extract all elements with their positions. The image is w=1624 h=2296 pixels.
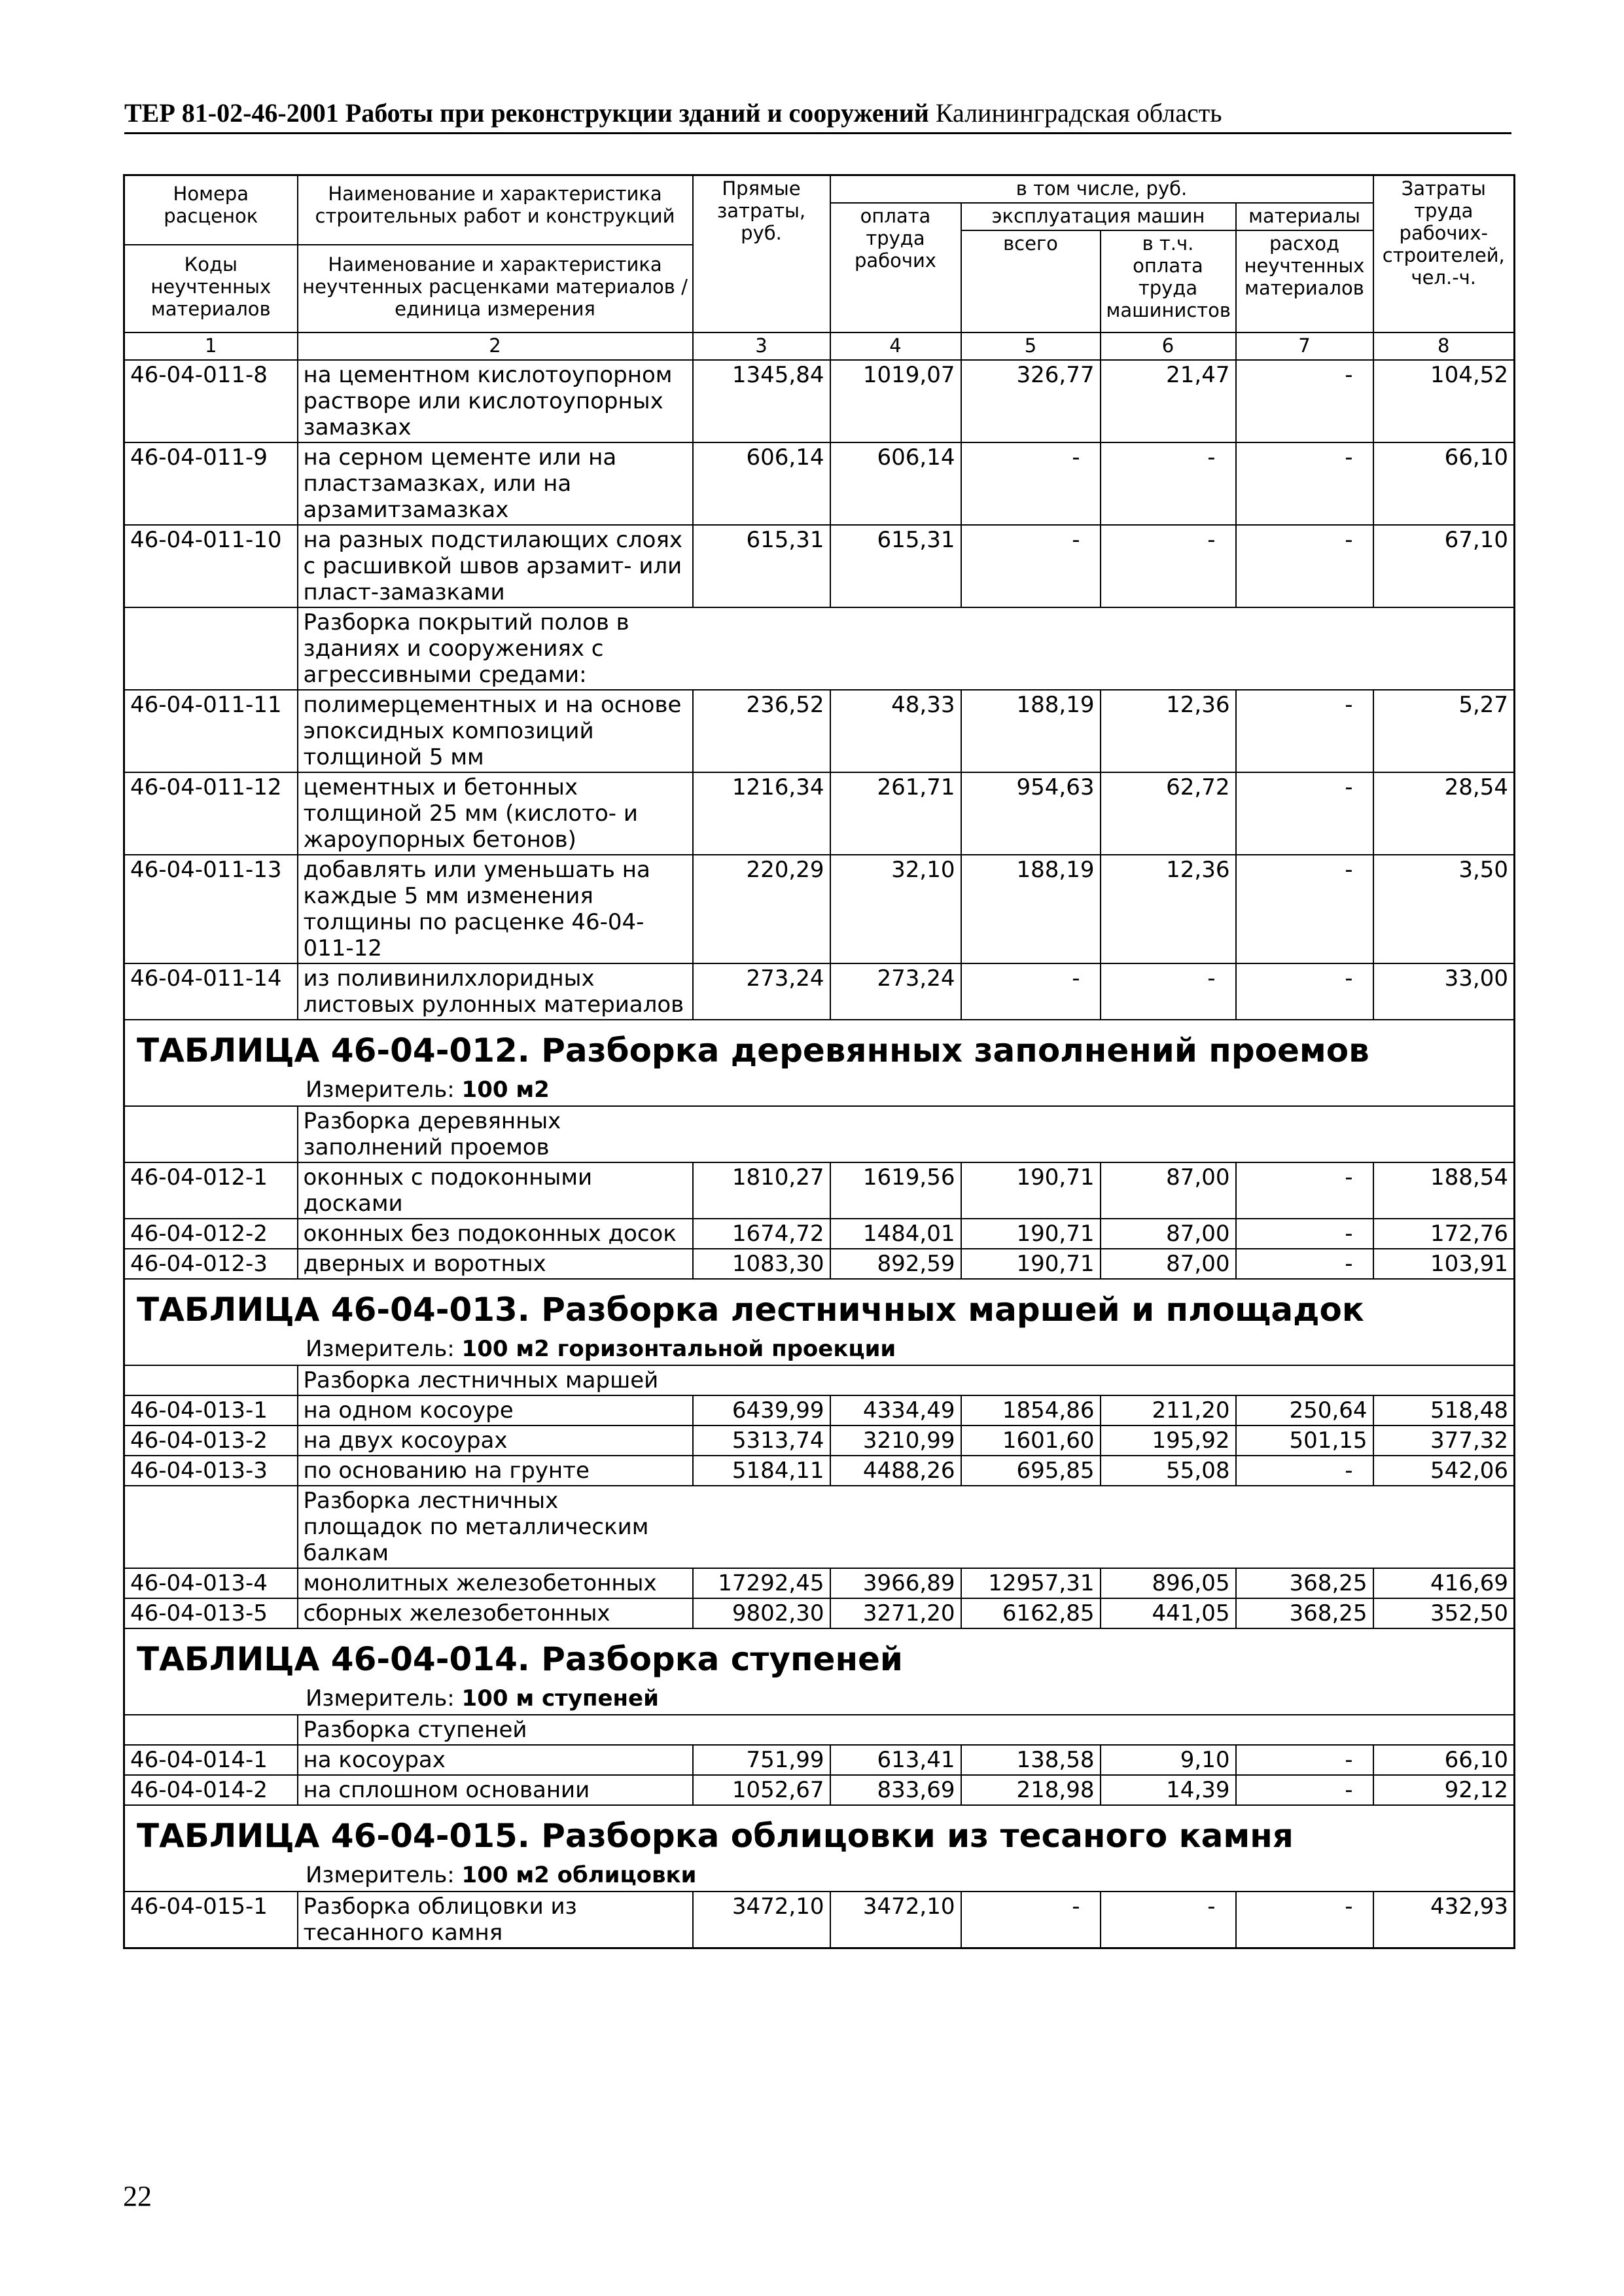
column-number: 5 — [961, 332, 1101, 360]
value-cell: 3271,20 — [830, 1598, 961, 1628]
value-cell: - — [1236, 1892, 1373, 1948]
value-cell: 1854,86 — [961, 1395, 1101, 1426]
section-row — [124, 1486, 1515, 1568]
colhead-c5: всего — [961, 230, 1101, 332]
value-cell: 1810,27 — [693, 1162, 830, 1219]
value-cell: 188,19 — [961, 690, 1101, 772]
section-spacer — [124, 1106, 298, 1162]
section-heading: Разборка лестничных маршей — [298, 1365, 1515, 1395]
value-cell: 87,00 — [1101, 1249, 1236, 1279]
value-cell: 220,29 — [693, 855, 830, 963]
value-cell: 6439,99 — [693, 1395, 830, 1426]
value-cell: - — [1236, 1775, 1373, 1805]
value-cell: 87,00 — [1101, 1162, 1236, 1219]
table-title: ТАБЛИЦА 46-04-012. Разборка деревянных заполнений проемов — [137, 1031, 1369, 1069]
table-row — [124, 690, 1515, 772]
table-title-cell — [124, 1805, 1515, 1892]
value-cell: 3,50 — [1373, 855, 1515, 963]
value-cell: 12,36 — [1101, 855, 1236, 963]
value-cell: - — [1236, 525, 1373, 607]
value-cell: 326,77 — [961, 360, 1101, 442]
table-row — [124, 963, 1515, 1020]
rate-code: 46-04-011-8 — [124, 360, 298, 442]
work-name: оконных без подоконных досок — [298, 1219, 693, 1249]
work-name: на разных подстилающих слоях с расшивкой швов арзамит- или пласт-замазками — [298, 525, 693, 607]
value-cell: 14,39 — [1101, 1775, 1236, 1805]
rate-code: 46-04-011-10 — [124, 525, 298, 607]
value-cell: 3472,10 — [830, 1892, 961, 1948]
value-cell: 66,10 — [1373, 442, 1515, 525]
value-cell: 9802,30 — [693, 1598, 830, 1628]
header-row-1 — [124, 175, 1515, 204]
table-row — [124, 1426, 1515, 1456]
work-name: добавлять или уменьшать на каждые 5 мм изменения толщины по расценке 46-04-011-12 — [298, 855, 693, 963]
value-cell: 172,76 — [1373, 1219, 1515, 1249]
table-row — [124, 442, 1515, 525]
column-number: 2 — [298, 332, 693, 360]
section-spacer — [124, 607, 298, 690]
value-cell: 954,63 — [961, 772, 1101, 855]
rate-code: 46-04-011-9 — [124, 442, 298, 525]
table-title: ТАБЛИЦА 46-04-015. Разборка облицовки из тесаного камня — [137, 1817, 1294, 1855]
header-code: ТЕР 81-02-46-2001 — [124, 98, 339, 128]
section-row — [124, 1106, 1515, 1162]
value-cell: 67,10 — [1373, 525, 1515, 607]
table-title-cell — [124, 1020, 1515, 1106]
value-cell: - — [1101, 442, 1236, 525]
measure-value: 100 м2 облицовки — [461, 1862, 697, 1888]
value-cell: 261,71 — [830, 772, 961, 855]
value-cell: 218,98 — [961, 1775, 1101, 1805]
value-cell: 896,05 — [1101, 1568, 1236, 1598]
value-cell: 188,54 — [1373, 1162, 1515, 1219]
table-row — [124, 1568, 1515, 1598]
rate-code: 46-04-011-12 — [124, 772, 298, 855]
value-cell: - — [961, 1892, 1101, 1948]
value-cell: 1619,56 — [830, 1162, 961, 1219]
rate-code: 46-04-014-1 — [124, 1745, 298, 1775]
colhead-incl: в том числе, руб. — [830, 175, 1373, 204]
table-title-cell — [124, 1628, 1515, 1715]
table-row — [124, 525, 1515, 607]
value-cell: 195,92 — [1101, 1426, 1236, 1456]
colhead-c8: Затраты труда рабочих-строителей, чел.-ч. — [1373, 175, 1515, 333]
colhead-c2b: Наименование и характеристика неучтенных расценками материалов / единица измерения — [302, 253, 688, 320]
rate-code: 46-04-013-3 — [124, 1456, 298, 1486]
value-cell: 606,14 — [830, 442, 961, 525]
value-cell: - — [1101, 963, 1236, 1020]
section-heading: Разборка ступеней — [298, 1715, 1515, 1745]
rate-code: 46-04-013-2 — [124, 1426, 298, 1456]
work-name: на серном цементе или на пластзамазках, или на арзамитзамазках — [298, 442, 693, 525]
value-cell: 1484,01 — [830, 1219, 961, 1249]
running-header — [124, 97, 1511, 134]
value-cell: - — [1236, 963, 1373, 1020]
value-cell: 66,10 — [1373, 1745, 1515, 1775]
table-title-row — [124, 1805, 1515, 1892]
value-cell: 4488,26 — [830, 1456, 961, 1486]
table-row — [124, 1456, 1515, 1486]
column-number: 4 — [830, 332, 961, 360]
rate-code: 46-04-013-4 — [124, 1568, 298, 1598]
value-cell: 9,10 — [1101, 1745, 1236, 1775]
table-row — [124, 1249, 1515, 1279]
value-cell: 211,20 — [1101, 1395, 1236, 1426]
value-cell: 352,50 — [1373, 1598, 1515, 1628]
colhead-c3: Прямые затраты, руб. — [693, 175, 830, 333]
measure-value: 100 м ступеней — [461, 1685, 659, 1712]
work-name: монолитных железобетонных — [298, 1568, 693, 1598]
value-cell: 501,15 — [1236, 1426, 1373, 1456]
value-cell: 104,52 — [1373, 360, 1515, 442]
value-cell: - — [1236, 1219, 1373, 1249]
colhead-machines: эксплуатация машин — [961, 203, 1236, 230]
value-cell: 12957,31 — [961, 1568, 1101, 1598]
table-title: ТАБЛИЦА 46-04-013. Разборка лестничных маршей и площадок — [137, 1291, 1364, 1329]
rate-code: 46-04-014-2 — [124, 1775, 298, 1805]
rate-code: 46-04-013-1 — [124, 1395, 298, 1426]
rates-table — [123, 174, 1515, 1949]
value-cell: 3966,89 — [830, 1568, 961, 1598]
work-name: сборных железобетонных — [298, 1598, 693, 1628]
value-cell: 188,19 — [961, 855, 1101, 963]
value-cell: 190,71 — [961, 1219, 1101, 1249]
work-name: на двух косоурах — [298, 1426, 693, 1456]
column-number: 6 — [1101, 332, 1236, 360]
measure-label: Измеритель: — [306, 1685, 455, 1712]
value-cell: 1052,67 — [693, 1775, 830, 1805]
table-title-row — [124, 1628, 1515, 1715]
value-cell: 138,58 — [961, 1745, 1101, 1775]
section-spacer — [124, 1715, 298, 1745]
measure-value: 100 м2 горизонтальной проекции — [461, 1336, 896, 1362]
value-cell: 416,69 — [1373, 1568, 1515, 1598]
value-cell: 273,24 — [830, 963, 961, 1020]
work-name: Разборка облицовки из тесанного камня — [298, 1892, 693, 1948]
column-number: 1 — [124, 332, 298, 360]
column-number: 7 — [1236, 332, 1373, 360]
table-title-cell — [124, 1279, 1515, 1365]
work-name: на сплошном основании — [298, 1775, 693, 1805]
work-name: на одном косоуре — [298, 1395, 693, 1426]
value-cell: 432,93 — [1373, 1892, 1515, 1948]
value-cell: 32,10 — [830, 855, 961, 963]
colhead-c6: в т.ч. оплата труда машинистов — [1101, 230, 1236, 332]
section-spacer — [124, 1486, 298, 1568]
rate-code: 46-04-011-13 — [124, 855, 298, 963]
value-cell: 236,52 — [693, 690, 830, 772]
rate-code: 46-04-015-1 — [124, 1892, 298, 1948]
table-row — [124, 1219, 1515, 1249]
colhead-c2a: Наименование и характеристика строительных работ и конструкций — [298, 176, 692, 245]
value-cell: 92,12 — [1373, 1775, 1515, 1805]
value-cell: - — [1236, 442, 1373, 525]
measure-unit — [125, 1859, 1513, 1891]
value-cell: - — [1101, 525, 1236, 607]
value-cell: 1601,60 — [961, 1426, 1101, 1456]
value-cell: 33,00 — [1373, 963, 1515, 1020]
section-spacer — [124, 1365, 298, 1395]
value-cell: 1345,84 — [693, 360, 830, 442]
measure-unit — [125, 1074, 1513, 1105]
colhead-names — [298, 175, 693, 333]
colhead-materials: материалы — [1236, 203, 1373, 230]
table-row — [124, 855, 1515, 963]
value-cell: - — [961, 963, 1101, 1020]
colhead-codes — [124, 175, 298, 333]
table-row — [124, 1892, 1515, 1948]
value-cell: 368,25 — [1236, 1598, 1373, 1628]
work-name: оконных с подоконными досками — [298, 1162, 693, 1219]
value-cell: 3210,99 — [830, 1426, 961, 1456]
value-cell: 12,36 — [1101, 690, 1236, 772]
work-name: по основанию на грунте — [298, 1456, 693, 1486]
value-cell: 190,71 — [961, 1249, 1101, 1279]
measure-value: 100 м2 — [461, 1077, 550, 1103]
value-cell: 87,00 — [1101, 1219, 1236, 1249]
rate-code: 46-04-011-14 — [124, 963, 298, 1020]
value-cell: 62,72 — [1101, 772, 1236, 855]
table-row — [124, 1775, 1515, 1805]
value-cell: - — [1236, 360, 1373, 442]
table-row — [124, 1162, 1515, 1219]
section-heading: Разборка деревянных заполнений проемов — [298, 1106, 1515, 1162]
value-cell: 55,08 — [1101, 1456, 1236, 1486]
value-cell: 48,33 — [830, 690, 961, 772]
value-cell: - — [961, 442, 1101, 525]
header-title: Работы при реконструкции зданий и сооружений — [345, 98, 929, 128]
value-cell: 4334,49 — [830, 1395, 961, 1426]
colhead-c7: расход неучтенных материалов — [1236, 230, 1373, 332]
work-name: полимерцементных и на основе эпоксидных композиций толщиной 5 мм — [298, 690, 693, 772]
value-cell: - — [1236, 1162, 1373, 1219]
column-number: 8 — [1373, 332, 1515, 360]
work-name: на косоурах — [298, 1745, 693, 1775]
value-cell: - — [1101, 1892, 1236, 1948]
table-row — [124, 1395, 1515, 1426]
value-cell: 190,71 — [961, 1162, 1101, 1219]
value-cell: 518,48 — [1373, 1395, 1515, 1426]
table-title: ТАБЛИЦА 46-04-014. Разборка ступеней — [137, 1640, 903, 1678]
measure-label: Измеритель: — [306, 1336, 455, 1362]
section-row — [124, 607, 1515, 690]
value-cell: 695,85 — [961, 1456, 1101, 1486]
value-cell: 273,24 — [693, 963, 830, 1020]
table-row — [124, 360, 1515, 442]
work-name: дверных и воротных — [298, 1249, 693, 1279]
page-number: 22 — [123, 2180, 152, 2212]
value-cell: 1216,34 — [693, 772, 830, 855]
measure-unit — [125, 1683, 1513, 1714]
colhead-c1b: Коды неучтенных материалов — [150, 253, 272, 320]
value-cell: 5,27 — [1373, 690, 1515, 772]
value-cell: - — [1236, 690, 1373, 772]
value-cell: 606,14 — [693, 442, 830, 525]
section-row — [124, 1365, 1515, 1395]
value-cell: 3472,10 — [693, 1892, 830, 1948]
rate-code: 46-04-011-11 — [124, 690, 298, 772]
rate-code: 46-04-012-3 — [124, 1249, 298, 1279]
value-cell: 28,54 — [1373, 772, 1515, 855]
value-cell: 6162,85 — [961, 1598, 1101, 1628]
measure-label: Измеритель: — [306, 1077, 455, 1103]
value-cell: 103,91 — [1373, 1249, 1515, 1279]
value-cell: 542,06 — [1373, 1456, 1515, 1486]
rate-code: 46-04-013-5 — [124, 1598, 298, 1628]
table-row — [124, 1598, 1515, 1628]
value-cell: 5184,11 — [693, 1456, 830, 1486]
table-title-row — [124, 1279, 1515, 1365]
rate-code: 46-04-012-1 — [124, 1162, 298, 1219]
section-heading: Разборка лестничных площадок по металлическим балкам — [298, 1486, 1515, 1568]
section-row — [124, 1715, 1515, 1745]
value-cell: 613,41 — [830, 1745, 961, 1775]
value-cell: 751,99 — [693, 1745, 830, 1775]
value-cell: 615,31 — [693, 525, 830, 607]
section-heading: Разборка покрытий полов в зданиях и сооружениях с агрессивными средами: — [298, 607, 1515, 690]
value-cell: 250,64 — [1236, 1395, 1373, 1426]
table-title-row — [124, 1020, 1515, 1106]
value-cell: - — [1236, 772, 1373, 855]
work-name: на цементном кислотоупорном растворе или кислотоупорных замазках — [298, 360, 693, 442]
value-cell: 615,31 — [830, 525, 961, 607]
header-region: Калининградская область — [935, 98, 1222, 128]
rate-code: 46-04-012-2 — [124, 1219, 298, 1249]
value-cell: 441,05 — [1101, 1598, 1236, 1628]
work-name: из поливинилхлоридных листовых рулонных материалов — [298, 963, 693, 1020]
work-name: цементных и бетонных толщиной 25 мм (кислото- и жароупорных бетонов) — [298, 772, 693, 855]
value-cell: 1083,30 — [693, 1249, 830, 1279]
value-cell: 17292,45 — [693, 1568, 830, 1598]
table-row — [124, 772, 1515, 855]
value-cell: - — [1236, 1456, 1373, 1486]
table-row — [124, 1745, 1515, 1775]
value-cell: 1019,07 — [830, 360, 961, 442]
measure-unit — [125, 1333, 1513, 1365]
colhead-c1a: Номера расценок — [125, 176, 297, 245]
value-cell: - — [961, 525, 1101, 607]
value-cell: 892,59 — [830, 1249, 961, 1279]
value-cell: 5313,74 — [693, 1426, 830, 1456]
column-number-row — [124, 332, 1515, 360]
value-cell: - — [1236, 1249, 1373, 1279]
value-cell: 833,69 — [830, 1775, 961, 1805]
value-cell: 21,47 — [1101, 360, 1236, 442]
measure-label: Измеритель: — [306, 1862, 455, 1888]
value-cell: - — [1236, 1745, 1373, 1775]
value-cell: - — [1236, 855, 1373, 963]
value-cell: 368,25 — [1236, 1568, 1373, 1598]
value-cell: 1674,72 — [693, 1219, 830, 1249]
column-number: 3 — [693, 332, 830, 360]
value-cell: 377,32 — [1373, 1426, 1515, 1456]
colhead-c4: оплата труда рабочих — [830, 203, 961, 332]
